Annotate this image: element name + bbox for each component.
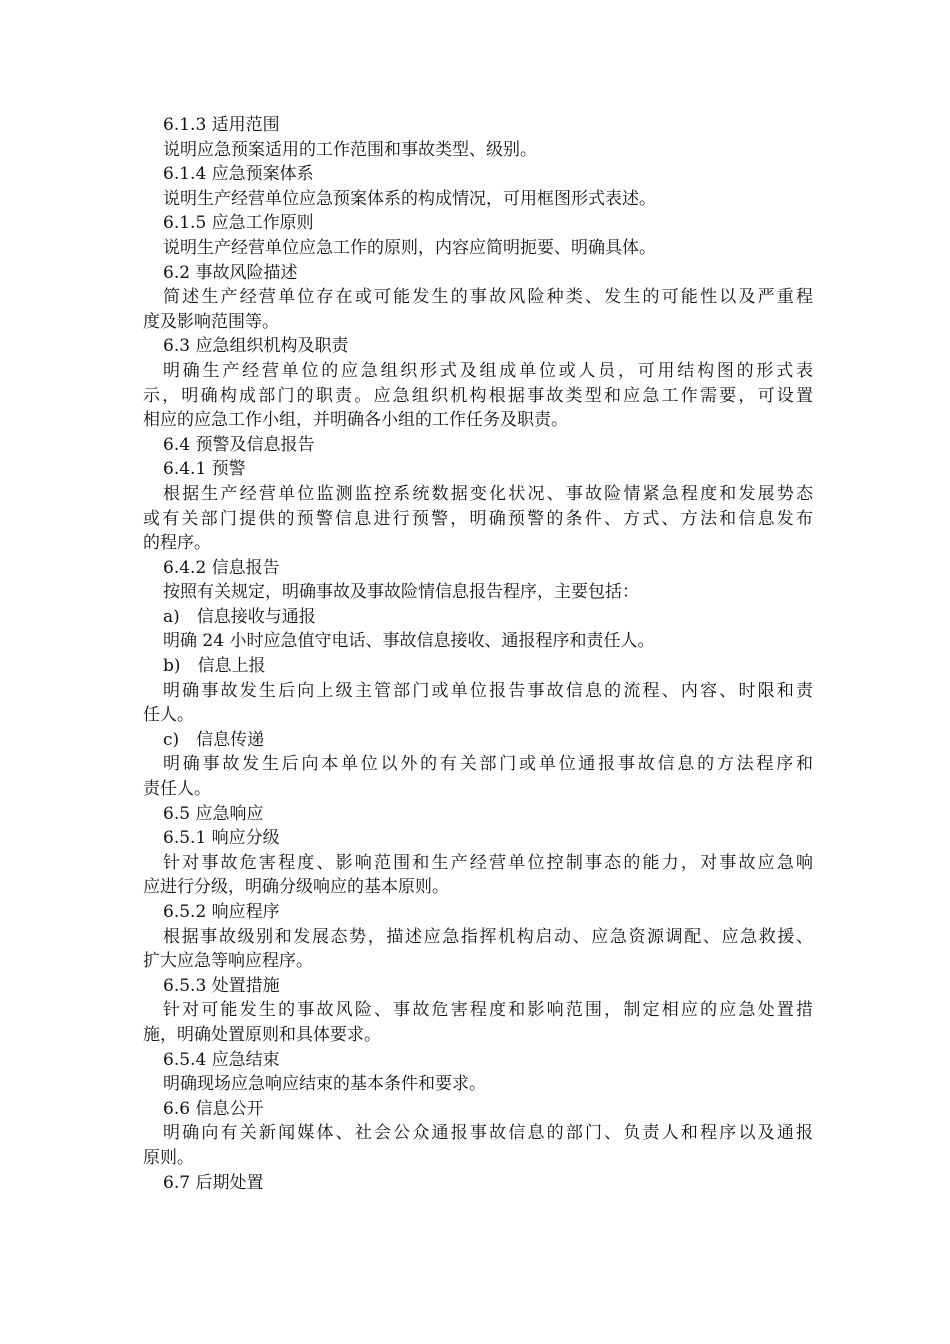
document-page [143,113,813,1195]
section-heading: 6.7 后期处置 [163,1172,264,1193]
body-line: 按照有关规定，明确事故及事故险情信息报告程序，主要包括： [163,582,639,603]
body-line: 扩大应急等响应程序。 [143,951,313,972]
body-line: 说明应急预案适用的工作范围和事故类型、级别。 [163,139,537,160]
section-heading: 6.5 应急响应 [163,803,264,824]
body-line: a) 信息接收与通报 [163,606,316,627]
body-line: 应进行分级，明确分级响应的基本原则。 [143,877,449,898]
section-heading: 6.1.5 应急工作原则 [163,213,314,234]
section-heading: 6.4.2 信息报告 [163,557,280,578]
body-line: 原则。 [143,1147,194,1168]
body-line: 根据生产经营单位监测监控系统数据变化状况、事故险情紧急程度和发展势态 [163,483,813,504]
body-line: 度及影响范围等。 [143,311,279,332]
section-heading: 6.3 应急组织机构及职责 [163,336,349,357]
section-heading: 6.5.2 响应程序 [163,902,280,922]
body-line: 明确生产经营单位的应急组织形式及组成单位或人员，可用结构图的形式表 [163,360,813,381]
body-line: 施，明确处置原则和具体要求。 [143,1024,381,1045]
section-heading: 6.5.1 响应分级 [163,828,280,849]
body-line: 明确事故发生后向上级主管部门或单位报告事故信息的流程、内容、时限和责 [163,680,813,701]
section-heading: 6.6 信息公开 [163,1098,264,1119]
body-line: 明确现场应急响应结束的基本条件和要求。 [163,1074,486,1095]
body-line: 针对可能发生的事故风险、事故危害程度和影响范围，制定相应的应急处置措 [163,1000,813,1021]
section-heading: 6.5.4 应急结束 [163,1049,280,1070]
body-line: 责任人。 [143,779,211,800]
section-heading: 6.5.3 处置措施 [163,975,280,996]
body-line: 说明生产经营单位应急预案体系的构成情况，可用框图形式表述。 [163,188,656,209]
section-heading: 6.1.4 应急预案体系 [163,164,314,185]
body-line: 根据事故级别和发展态势，描述应急指挥机构启动、应急资源调配、应急救援、 [163,926,813,947]
body-line: 明确向有关新闻媒体、社会公众通报事故信息的部门、负责人和程序以及通报 [163,1123,813,1144]
body-line: c) 信息传递 [163,729,265,750]
section-heading: 6.4 预警及信息报告 [163,434,315,455]
body-line: 或有关部门提供的预警信息进行预警，明确预警的条件、方式、方法和信息发布 [143,508,813,529]
body-line: 任人。 [143,705,194,726]
body-line: 明确 24 小时应急值守电话、事故信息接收、通报程序和责任人。 [163,631,655,652]
body-line: 示，明确构成部门的职责。应急组织机构根据事故类型和应急工作需要，可设置 [143,385,813,406]
body-line: 的程序。 [143,533,211,554]
section-heading: 6.1.3 适用范围 [163,115,280,135]
body-line: b) 信息上报 [163,656,266,677]
body-line: 明确事故发生后向本单位以外的有关部门或单位通报事故信息的方法程序和 [163,754,813,775]
body-line: 说明生产经营单位应急工作的原则，内容应简明扼要、明确具体。 [163,237,656,258]
section-heading: 6.2 事故风险描述 [163,262,298,283]
body-line: 简述生产经营单位存在或可能发生的事故风险种类、发生的可能性以及严重程 [163,287,813,308]
body-line: 相应的应急工作小组，并明确各小组的工作任务及职责。 [143,410,568,431]
section-heading: 6.4.1 预警 [163,459,246,480]
body-line: 针对事故危害程度、影响范围和生产经营单位控制事态的能力，对事故应急响 [163,852,813,873]
